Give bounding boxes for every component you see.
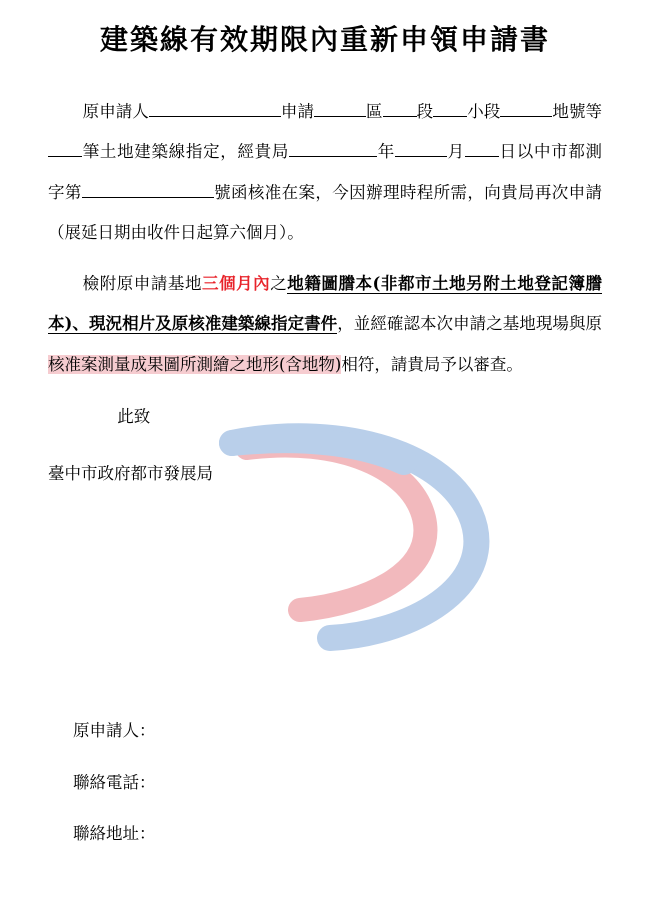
text-year: 年 bbox=[377, 142, 395, 162]
blank-year[interactable] bbox=[289, 156, 377, 157]
text-closing: 此致 bbox=[117, 406, 151, 426]
paragraph-attachments bbox=[48, 264, 602, 385]
blank-lot-count[interactable] bbox=[48, 156, 82, 157]
text-subsection: 小段 bbox=[467, 102, 501, 121]
text-request-review: 相符，請貴局予以審查。 bbox=[341, 354, 523, 374]
blank-month[interactable] bbox=[395, 156, 447, 157]
text-letter-number: 日以中市都測字第 bbox=[48, 142, 603, 202]
text-survey-map-highlight: 核准案測量成果圖所測繪之地形(含地物) bbox=[48, 354, 342, 374]
text-apply: 申請 bbox=[280, 102, 314, 121]
blank-lot[interactable] bbox=[500, 116, 552, 117]
blank-district[interactable] bbox=[314, 116, 366, 117]
page-title: 建築線有效期限內重新申領申請書 bbox=[99, 23, 550, 56]
text-section: 段 bbox=[416, 102, 434, 121]
text-required-documents: 地籍圖謄本(非都市土地另附土地登記簿謄本)、現況相片及原核准建築線指定書件 bbox=[48, 273, 603, 334]
text-attachment-intro: 檢附原申請基地 bbox=[82, 273, 203, 293]
signature-fields bbox=[48, 723, 156, 878]
blank-subsection[interactable] bbox=[433, 116, 467, 117]
document-body bbox=[48, 92, 602, 494]
document-page bbox=[0, 18, 650, 494]
field-contact-phone[interactable]: 聯絡電話： bbox=[73, 772, 156, 792]
text-lot-number: 地號等 bbox=[552, 102, 603, 121]
text-of: 之 bbox=[270, 273, 288, 293]
text-three-months-highlight: 三個月內 bbox=[202, 273, 271, 293]
blank-letter-number[interactable] bbox=[82, 197, 214, 198]
blank-applicant-name[interactable] bbox=[149, 116, 281, 117]
text-month: 月 bbox=[446, 142, 465, 162]
recipient-organization: 臺中市政府都市發展局 bbox=[48, 463, 213, 483]
field-original-applicant[interactable]: 原申請人： bbox=[73, 721, 156, 740]
field-contact-address[interactable]: 聯絡地址： bbox=[73, 824, 156, 843]
paragraph-application-details bbox=[48, 92, 602, 254]
text-reapply: 號函核准在案，今因辦理時程所需，向貴局再次申請（展延日期由收件日起算六個月）。 bbox=[48, 182, 603, 243]
blank-section[interactable] bbox=[383, 116, 417, 117]
text-district: 區 bbox=[366, 102, 383, 121]
text-land-designation: 筆土地建築線指定，經貴局 bbox=[82, 142, 290, 162]
blank-day[interactable] bbox=[465, 156, 499, 157]
text-original-applicant: 原申請人 bbox=[82, 102, 149, 121]
closing-line bbox=[48, 397, 602, 437]
text-confirmation: ，並經確認本次申請之基地現場與原 bbox=[337, 314, 603, 334]
